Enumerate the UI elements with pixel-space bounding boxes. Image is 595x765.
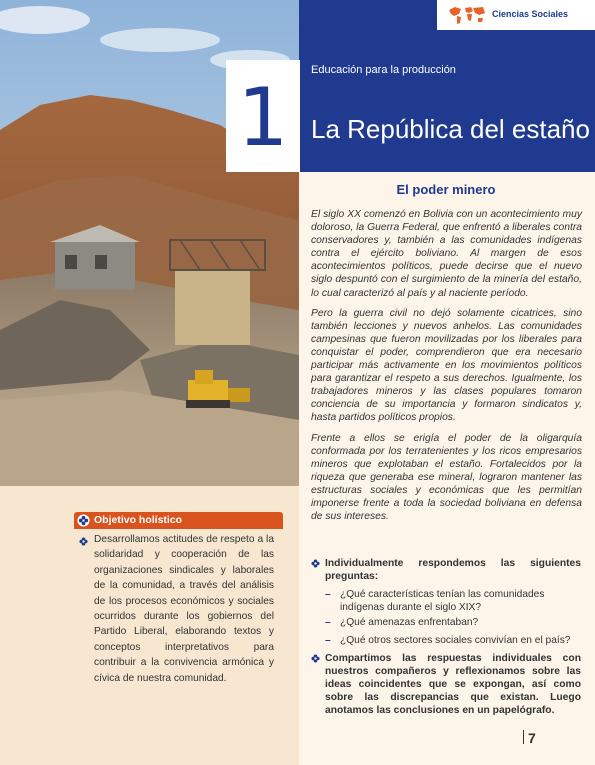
dash-marker: –: [325, 635, 331, 646]
chapter-subtitle: Educación para la producción: [311, 64, 456, 76]
dash-marker: –: [325, 589, 331, 600]
chapter-title: La República del estaño: [311, 114, 590, 144]
question-text: ¿Qué características tenían las comunidades indígenas durante el siglo XIX?: [340, 589, 545, 613]
question-text: ¿Qué amenazas enfrentaban?: [340, 617, 479, 628]
series-label: Ciencias Sociales: [492, 9, 569, 19]
question-item: [325, 588, 581, 614]
question-item: [325, 634, 581, 647]
flower-bullet-icon: [79, 537, 88, 546]
group-prompt: Compartimos las respuestas individuales con nuestros compañeros y reflexionamos sobre las ideas coincidentes que se expongan, así como sobre las discrepancias que existan. Luego anotamos las conclusiones en un papelógrafo.: [325, 653, 581, 716]
flower-bullet-icon: [311, 654, 320, 663]
world-map-icon: [447, 4, 487, 26]
chapter-number: 1: [237, 71, 289, 164]
section-title: El poder minero: [396, 182, 496, 197]
paragraph: El siglo XX comenzó en Bolivia con un acontecimiento muy doloroso, la Guerra Federal, que enfrentó a liberales contra conservadores y, también a las comunidades indígenas contra el ejército boliviano. Al margen de esos acontecimientos políticos, puede decirse que el nuevo siglo despuntó con el surgimiento de la minería del estaño, lo cual caracterizó al país y al naciente período.: [311, 209, 582, 299]
objective-title: Objetivo holístico: [94, 514, 183, 526]
page-number-bar: [523, 730, 524, 744]
individual-prompt: Individualmente respondemos las siguientes preguntas:: [325, 558, 581, 582]
paragraph: Pero la guerra civil no dejó solamente cicatrices, sino también lecciones y nuevos anhelos. Las comunidades campesinas que fueron movilizadas por los liberales para conquistar el poder, comprendieron que era necesario participar más activamente en los movimientos políticos para garantizar el respeto a sus derechos. Igualmente, los trabajadores mineros y las clases populares tomaron conciencia de su importancia y formaron sindicatos y, hasta partidos políticos propios.: [311, 307, 582, 424]
objective-text: Desarrollamos actitudes de respeto a la solidaridad y cooperación de las organizaciones sindicales y laborales de la comunidad, a través del análisis de los procesos económicos y sociales ocurridos durante los gobiernos del Partido Liberal, elaborando textos y conceptos interpretativos para contribuir a la convivencia armónica y cívica de nuestra comunidad.: [94, 534, 274, 684]
page-number: 7: [528, 730, 536, 746]
dash-marker: –: [325, 617, 331, 628]
paragraph: Frente a ellos se erigía el poder de la oligarquía conformada por los terratenientes y los ricos empresarios mineros que explotaban el estaño. Fortalecidos por la riqueza que generaba ese mineral, lograron mantener las estructuras sociales y económicas que les permitían imponerse frente a toda la sociedad boliviana en defensa de sus intereses.: [311, 432, 582, 523]
flower-bullet-icon: [311, 559, 320, 568]
question-item: [325, 616, 581, 629]
compass-flower-icon: [77, 514, 90, 527]
section-body: [311, 208, 582, 530]
question-text: ¿Qué otros sectores sociales convivían en el país?: [340, 635, 571, 646]
